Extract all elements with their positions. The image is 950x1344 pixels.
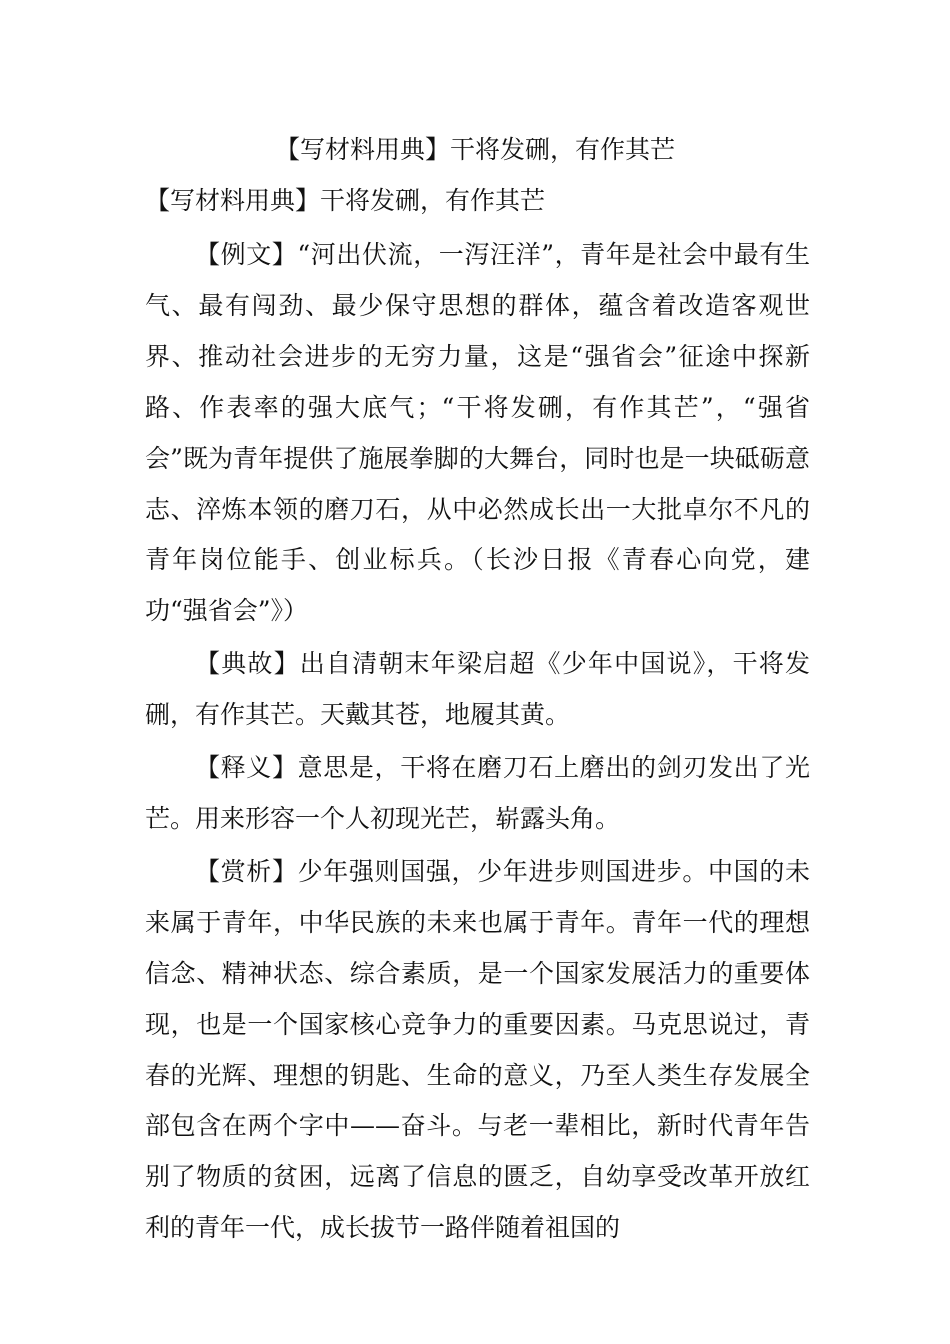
document-title: 【写材料用典】干将发硎，有作其芒 — [274, 135, 675, 164]
paragraph-appreciation: 【赏析】少年强则国强，少年进步则国进步。中国的未来属于青年，中华民族的未来也属于青年。青年一代的理想信念、精神状态、综合素质，是一个国家发展活力的重要体现，也是一个国家核心竞争力的重要因素。马克思说过，青春的光辉、理想的钥匙、生命的意义，乃至人类生存发展全部包含在两个字中——奋斗。与老一辈相比，新时代青年告别了物质的贫困，远离了信息的匮乏，自幼享受改革开放红利的青年一代，成长拔节一路伴随着祖国的 — [145, 856, 810, 1243]
paragraph-allusion: 【典故】出自清朝末年梁启超《少年中国说》，干将发硎，有作其芒。天戴其苍，地履其黄。 — [145, 649, 810, 730]
paragraph-example: 【例文】“河出伏流，一泻汪洋”，青年是社会中最有生气、最有闯劲、最少保守思想的群体，蕴含着改造客观世界、推动社会进步的无穷力量，这是“强省会”征途中探新路、作表率的强大底气；“干将发硎，有作其芒”，“强省会”既为青年提供了施展拳脚的大舞台，同时也是一块砥砺意志、淬炼本领的磨刀石，从中必然成长出一大批卓尔不凡的青年岗位能手、创业标兵。（长沙日报《青春心向党，建功“强省会”》） — [145, 240, 810, 626]
document-subtitle: 【写材料用典】干将发硎，有作其芒 — [145, 186, 546, 215]
document-body — [145, 230, 810, 1254]
paragraph-meaning: 【释义】意思是，干将在磨刀石上磨出的剑刃发出了光芒。用来形容一个人初现光芒，崭露头角。 — [145, 753, 810, 833]
